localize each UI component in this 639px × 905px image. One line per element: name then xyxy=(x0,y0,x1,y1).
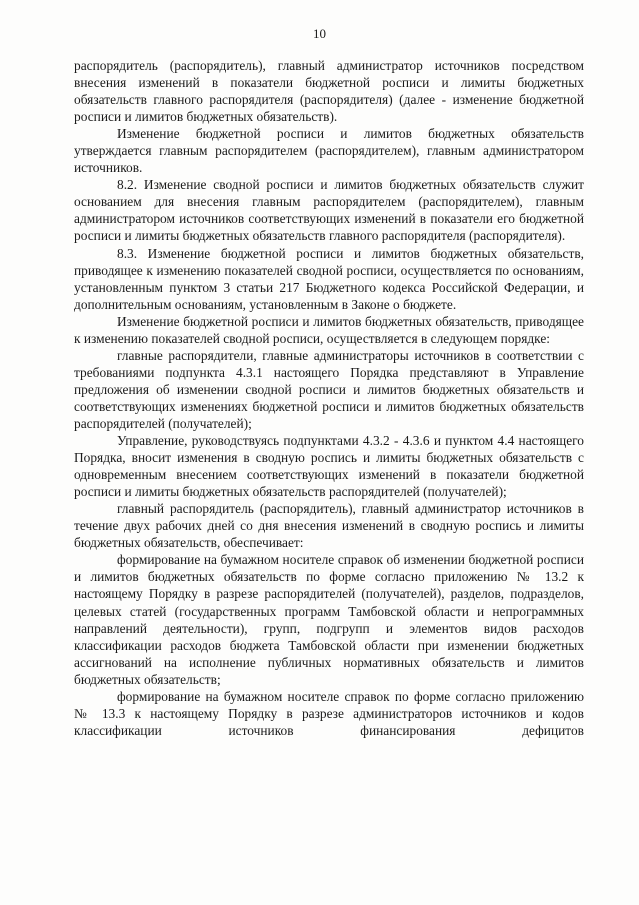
paragraph-form-13-2: формирование на бумажном носителе справок об изменении бюджетной росписи и лимитов бюджетных обязательств по форме согласно приложению № 13.2 к настоящему Порядку в разрезе распорядителей (получателей), разделов, подразделов, целевых статей (государственных программ Тамбовской области и непрограммных направлений деятельности), групп, подгрупп и элементов видов расходов классификации расходов бюджета Тамбовской области при изменении бюджетных ассигнований на исполнение публичных нормативных обязательств и лимитов бюджетных обязательств; xyxy=(74,552,584,687)
paragraph-approval: Изменение бюджетной росписи и лимитов бюджетных обязательств утверждается главным распорядителем (распорядителем), главным администратором источников. xyxy=(74,126,584,176)
document-body xyxy=(74,57,584,739)
page-number: 10 xyxy=(313,26,326,41)
paragraph-main-distributors: главные распорядители, главные администраторы источников в соответствии с требованиями подпункта 4.3.1 настоящего Порядка представляют в Управление предложения об изменении сводной росписи и лимитов бюджетных обязательств и соответствующих изменениях бюджетной росписи и лимитов бюджетных обязательств распорядителей (получателей); xyxy=(74,347,584,431)
paragraph-procedure-intro: Изменение бюджетной росписи и лимитов бюджетных обязательств, приводящее к изменению показателей сводной росписи, осуществляется в следующем порядке: xyxy=(74,313,584,346)
paragraph-management: Управление, руководствуясь подпунктами 4.3.2 - 4.3.6 и пунктом 4.4 настоящего Порядка, вносит изменения в сводную роспись и лимиты бюджетных обязательств с одновременным внесением соответствующих изменений в показатели бюджетной росписи и лимиты бюджетных обязательств распорядителей (получателей); xyxy=(74,433,584,500)
paragraph-form-13-3: формирование на бумажном носителе справок по форме согласно приложению № 13.3 к настоящему Порядку в разрезе администраторов источников и кодов классификации источников финансирования дефицитов xyxy=(74,688,584,738)
paragraph-continuation: распорядитель (распорядитель), главный администратор источников посредством внесения изменений в показатели бюджетной росписи и лимиты бюджетных обязательств главного распорядителя (распорядителя) (далее - изменение бюджетной росписи и лимитов бюджетных обязательств). xyxy=(74,58,584,125)
paragraph-main-distributor-provides: главный распорядитель (распорядитель), главный администратор источников в течение двух рабочих дней со дня внесения изменений в сводную роспись и лимиты бюджетных обязательств, обеспечивает: xyxy=(74,501,584,551)
paragraph-section-8-2: 8.2. Изменение сводной росписи и лимитов бюджетных обязательств служит основанием для внесения главным распорядителем (распорядителем), главным администратором источников соответствующих изменений в показатели его бюджетной росписи и лимиты бюджетных обязательств главного распорядителя (распорядителя). xyxy=(74,177,584,244)
paragraph-section-8-3: 8.3. Изменение бюджетной росписи и лимитов бюджетных обязательств, приводящее к изменению показателей сводной росписи, осуществляется по основаниям, установленным пунктом 3 статьи 217 Бюджетного кодекса Российской Федерации, и дополнительным основаниям, установленным в Законе о бюджете. xyxy=(74,245,584,312)
